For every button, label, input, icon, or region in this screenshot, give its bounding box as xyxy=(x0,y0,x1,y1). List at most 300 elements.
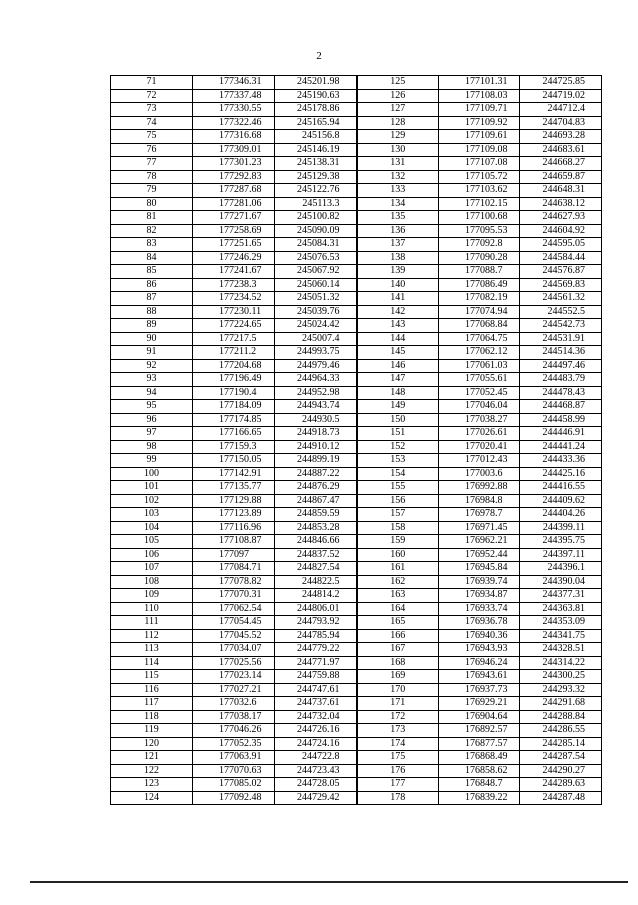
x-coordinate-cell: 176939.74 xyxy=(439,575,520,589)
x-coordinate-cell: 177046.04 xyxy=(439,400,520,414)
x-coordinate-cell: 177092.48 xyxy=(193,791,275,805)
y-coordinate-cell: 245051.32 xyxy=(275,292,357,306)
x-coordinate-cell: 177062.12 xyxy=(439,346,520,360)
y-coordinate-cell: 244719.02 xyxy=(520,89,602,103)
y-coordinate-cell: 244726.16 xyxy=(275,724,357,738)
x-coordinate-cell: 177204.68 xyxy=(193,359,275,373)
x-coordinate-cell: 177287.68 xyxy=(193,184,275,198)
y-coordinate-cell: 244287.54 xyxy=(520,751,602,765)
table-row xyxy=(111,778,602,792)
x-coordinate-cell: 176940.36 xyxy=(439,629,520,643)
point-number-cell: 155 xyxy=(357,481,439,495)
x-coordinate-cell: 177102.15 xyxy=(439,197,520,211)
point-number-cell: 84 xyxy=(111,251,193,265)
y-coordinate-cell: 244725.85 xyxy=(520,76,602,90)
point-number-cell: 127 xyxy=(357,103,439,117)
table-row xyxy=(111,575,602,589)
point-number-cell: 128 xyxy=(357,116,439,130)
x-coordinate-cell: 177330.55 xyxy=(193,103,275,117)
x-coordinate-cell: 177159.3 xyxy=(193,440,275,454)
y-coordinate-cell: 244425.16 xyxy=(520,467,602,481)
x-coordinate-cell: 177055.61 xyxy=(439,373,520,387)
x-coordinate-cell: 176848.7 xyxy=(439,778,520,792)
table-row xyxy=(111,629,602,643)
x-coordinate-cell: 177129.88 xyxy=(193,494,275,508)
point-number-cell: 122 xyxy=(111,764,193,778)
y-coordinate-cell: 244724.16 xyxy=(275,737,357,751)
y-coordinate-cell: 245190.63 xyxy=(275,89,357,103)
x-coordinate-cell: 176936.78 xyxy=(439,616,520,630)
y-coordinate-cell: 244584.44 xyxy=(520,251,602,265)
x-coordinate-cell: 177174.85 xyxy=(193,413,275,427)
y-coordinate-cell: 244285.14 xyxy=(520,737,602,751)
x-coordinate-cell: 177108.03 xyxy=(439,89,520,103)
point-number-cell: 75 xyxy=(111,130,193,144)
point-number-cell: 134 xyxy=(357,197,439,211)
x-coordinate-cell: 177241.67 xyxy=(193,265,275,279)
point-number-cell: 113 xyxy=(111,643,193,657)
x-coordinate-cell: 177190.4 xyxy=(193,386,275,400)
table-row xyxy=(111,157,602,171)
footer-rule xyxy=(30,881,628,883)
point-number-cell: 81 xyxy=(111,211,193,225)
point-number-cell: 101 xyxy=(111,481,193,495)
table-row xyxy=(111,737,602,751)
table-row xyxy=(111,359,602,373)
y-coordinate-cell: 244409.62 xyxy=(520,494,602,508)
x-coordinate-cell: 177346.31 xyxy=(193,76,275,90)
x-coordinate-cell: 177062.54 xyxy=(193,602,275,616)
point-number-cell: 72 xyxy=(111,89,193,103)
point-number-cell: 129 xyxy=(357,130,439,144)
table-row xyxy=(111,238,602,252)
x-coordinate-cell: 177109.71 xyxy=(439,103,520,117)
y-coordinate-cell: 245146.19 xyxy=(275,143,357,157)
x-coordinate-cell: 176877.57 xyxy=(439,737,520,751)
table-row xyxy=(111,116,602,130)
y-coordinate-cell: 244416.55 xyxy=(520,481,602,495)
y-coordinate-cell: 244497.46 xyxy=(520,359,602,373)
y-coordinate-cell: 244648.31 xyxy=(520,184,602,198)
x-coordinate-cell: 176934.87 xyxy=(439,589,520,603)
x-coordinate-cell: 177230.11 xyxy=(193,305,275,319)
x-coordinate-cell: 177135.77 xyxy=(193,481,275,495)
page-number: 2 xyxy=(316,50,322,62)
y-coordinate-cell: 244887.22 xyxy=(275,467,357,481)
y-coordinate-cell: 245178.86 xyxy=(275,103,357,117)
point-number-cell: 163 xyxy=(357,589,439,603)
point-number-cell: 177 xyxy=(357,778,439,792)
point-number-cell: 119 xyxy=(111,724,193,738)
y-coordinate-cell: 244552.5 xyxy=(520,305,602,319)
x-coordinate-cell: 176904.64 xyxy=(439,710,520,724)
x-coordinate-cell: 177100.68 xyxy=(439,211,520,225)
point-number-cell: 114 xyxy=(111,656,193,670)
x-coordinate-cell: 177211.2 xyxy=(193,346,275,360)
y-coordinate-cell: 244404.26 xyxy=(520,508,602,522)
x-coordinate-cell: 177116.96 xyxy=(193,521,275,535)
table-row xyxy=(111,670,602,684)
x-coordinate-cell: 177085.02 xyxy=(193,778,275,792)
table-row xyxy=(111,319,602,333)
point-number-cell: 171 xyxy=(357,697,439,711)
point-number-cell: 77 xyxy=(111,157,193,171)
point-number-cell: 154 xyxy=(357,467,439,481)
point-number-cell: 88 xyxy=(111,305,193,319)
x-coordinate-cell: 176937.73 xyxy=(439,683,520,697)
y-coordinate-cell: 244290.27 xyxy=(520,764,602,778)
table-row xyxy=(111,278,602,292)
point-number-cell: 166 xyxy=(357,629,439,643)
point-number-cell: 108 xyxy=(111,575,193,589)
x-coordinate-cell: 177101.31 xyxy=(439,76,520,90)
y-coordinate-cell: 244747.61 xyxy=(275,683,357,697)
y-coordinate-cell: 244291.68 xyxy=(520,697,602,711)
y-coordinate-cell: 244806.01 xyxy=(275,602,357,616)
y-coordinate-cell: 245090.09 xyxy=(275,224,357,238)
y-coordinate-cell: 244737.61 xyxy=(275,697,357,711)
y-coordinate-cell: 244604.92 xyxy=(520,224,602,238)
table-row xyxy=(111,373,602,387)
point-number-cell: 106 xyxy=(111,548,193,562)
x-coordinate-cell: 177070.31 xyxy=(193,589,275,603)
table-row xyxy=(111,697,602,711)
table-row xyxy=(111,224,602,238)
y-coordinate-cell: 245129.38 xyxy=(275,170,357,184)
x-coordinate-cell: 177054.45 xyxy=(193,616,275,630)
point-number-cell: 112 xyxy=(111,629,193,643)
coordinates-table-body xyxy=(111,76,602,805)
point-number-cell: 123 xyxy=(111,778,193,792)
y-coordinate-cell: 244759.88 xyxy=(275,670,357,684)
point-number-cell: 85 xyxy=(111,265,193,279)
point-number-cell: 90 xyxy=(111,332,193,346)
y-coordinate-cell: 244853.28 xyxy=(275,521,357,535)
point-number-cell: 82 xyxy=(111,224,193,238)
y-coordinate-cell: 245084.31 xyxy=(275,238,357,252)
point-number-cell: 161 xyxy=(357,562,439,576)
table-row xyxy=(111,292,602,306)
point-number-cell: 107 xyxy=(111,562,193,576)
point-number-cell: 93 xyxy=(111,373,193,387)
y-coordinate-cell: 244793.92 xyxy=(275,616,357,630)
x-coordinate-cell: 176971.45 xyxy=(439,521,520,535)
y-coordinate-cell: 244395.75 xyxy=(520,535,602,549)
x-coordinate-cell: 176868.49 xyxy=(439,751,520,765)
x-coordinate-cell: 177023.14 xyxy=(193,670,275,684)
point-number-cell: 76 xyxy=(111,143,193,157)
table-row xyxy=(111,710,602,724)
y-coordinate-cell: 244353.09 xyxy=(520,616,602,630)
x-coordinate-cell: 177292.83 xyxy=(193,170,275,184)
coordinates-table xyxy=(110,75,602,805)
y-coordinate-cell: 244943.74 xyxy=(275,400,357,414)
y-coordinate-cell: 244542.73 xyxy=(520,319,602,333)
x-coordinate-cell: 177196.49 xyxy=(193,373,275,387)
point-number-cell: 172 xyxy=(357,710,439,724)
table-row xyxy=(111,400,602,414)
y-coordinate-cell: 244814.2 xyxy=(275,589,357,603)
table-row xyxy=(111,265,602,279)
x-coordinate-cell: 177061.03 xyxy=(439,359,520,373)
point-number-cell: 137 xyxy=(357,238,439,252)
y-coordinate-cell: 245138.31 xyxy=(275,157,357,171)
point-number-cell: 133 xyxy=(357,184,439,198)
table-row xyxy=(111,589,602,603)
x-coordinate-cell: 177107.08 xyxy=(439,157,520,171)
point-number-cell: 74 xyxy=(111,116,193,130)
y-coordinate-cell: 244918.73 xyxy=(275,427,357,441)
y-coordinate-cell: 244595.05 xyxy=(520,238,602,252)
x-coordinate-cell: 177123.89 xyxy=(193,508,275,522)
y-coordinate-cell: 245024.42 xyxy=(275,319,357,333)
point-number-cell: 157 xyxy=(357,508,439,522)
x-coordinate-cell: 177003.6 xyxy=(439,467,520,481)
x-coordinate-cell: 177025.56 xyxy=(193,656,275,670)
x-coordinate-cell: 177068.84 xyxy=(439,319,520,333)
table-row xyxy=(111,467,602,481)
x-coordinate-cell: 177109.92 xyxy=(439,116,520,130)
point-number-cell: 105 xyxy=(111,535,193,549)
table-row xyxy=(111,427,602,441)
y-coordinate-cell: 244728.05 xyxy=(275,778,357,792)
point-number-cell: 151 xyxy=(357,427,439,441)
x-coordinate-cell: 177095.53 xyxy=(439,224,520,238)
table-row xyxy=(111,170,602,184)
x-coordinate-cell: 177012.43 xyxy=(439,454,520,468)
x-coordinate-cell: 177301.23 xyxy=(193,157,275,171)
point-number-cell: 168 xyxy=(357,656,439,670)
x-coordinate-cell: 177082.19 xyxy=(439,292,520,306)
x-coordinate-cell: 177246.29 xyxy=(193,251,275,265)
x-coordinate-cell: 177184.09 xyxy=(193,400,275,414)
point-number-cell: 132 xyxy=(357,170,439,184)
table-row xyxy=(111,346,602,360)
table-row xyxy=(111,764,602,778)
point-number-cell: 109 xyxy=(111,589,193,603)
point-number-cell: 103 xyxy=(111,508,193,522)
table-row xyxy=(111,494,602,508)
table-row xyxy=(111,481,602,495)
x-coordinate-cell: 177088.7 xyxy=(439,265,520,279)
point-number-cell: 135 xyxy=(357,211,439,225)
y-coordinate-cell: 244785.94 xyxy=(275,629,357,643)
y-coordinate-cell: 244846.66 xyxy=(275,535,357,549)
point-number-cell: 170 xyxy=(357,683,439,697)
y-coordinate-cell: 244286.55 xyxy=(520,724,602,738)
point-number-cell: 71 xyxy=(111,76,193,90)
point-number-cell: 102 xyxy=(111,494,193,508)
x-coordinate-cell: 177316.68 xyxy=(193,130,275,144)
x-coordinate-cell: 176933.74 xyxy=(439,602,520,616)
y-coordinate-cell: 245007.4 xyxy=(275,332,357,346)
x-coordinate-cell: 176839.22 xyxy=(439,791,520,805)
x-coordinate-cell: 176892.57 xyxy=(439,724,520,738)
x-coordinate-cell: 177084.71 xyxy=(193,562,275,576)
y-coordinate-cell: 244638.12 xyxy=(520,197,602,211)
y-coordinate-cell: 244377.31 xyxy=(520,589,602,603)
x-coordinate-cell: 177322.46 xyxy=(193,116,275,130)
x-coordinate-cell: 177097 xyxy=(193,548,275,562)
point-number-cell: 124 xyxy=(111,791,193,805)
y-coordinate-cell: 244441.24 xyxy=(520,440,602,454)
y-coordinate-cell: 245060.14 xyxy=(275,278,357,292)
y-coordinate-cell: 244899.19 xyxy=(275,454,357,468)
y-coordinate-cell: 244771.97 xyxy=(275,656,357,670)
table-row xyxy=(111,602,602,616)
point-number-cell: 149 xyxy=(357,400,439,414)
y-coordinate-cell: 244483.79 xyxy=(520,373,602,387)
table-row xyxy=(111,211,602,225)
x-coordinate-cell: 177063.91 xyxy=(193,751,275,765)
x-coordinate-cell: 177045.52 xyxy=(193,629,275,643)
x-coordinate-cell: 177238.3 xyxy=(193,278,275,292)
table-row xyxy=(111,548,602,562)
x-coordinate-cell: 177108.87 xyxy=(193,535,275,549)
point-number-cell: 176 xyxy=(357,764,439,778)
y-coordinate-cell: 244722.8 xyxy=(275,751,357,765)
point-number-cell: 92 xyxy=(111,359,193,373)
x-coordinate-cell: 177070.63 xyxy=(193,764,275,778)
y-coordinate-cell: 244531.91 xyxy=(520,332,602,346)
y-coordinate-cell: 244693.28 xyxy=(520,130,602,144)
point-number-cell: 125 xyxy=(357,76,439,90)
y-coordinate-cell: 244478.43 xyxy=(520,386,602,400)
y-coordinate-cell: 245201.98 xyxy=(275,76,357,90)
y-coordinate-cell: 244964.33 xyxy=(275,373,357,387)
y-coordinate-cell: 244952.98 xyxy=(275,386,357,400)
y-coordinate-cell: 244397.11 xyxy=(520,548,602,562)
point-number-cell: 139 xyxy=(357,265,439,279)
point-number-cell: 174 xyxy=(357,737,439,751)
y-coordinate-cell: 245165.94 xyxy=(275,116,357,130)
y-coordinate-cell: 244458.99 xyxy=(520,413,602,427)
y-coordinate-cell: 244446.91 xyxy=(520,427,602,441)
point-number-cell: 96 xyxy=(111,413,193,427)
point-number-cell: 147 xyxy=(357,373,439,387)
y-coordinate-cell: 244289.63 xyxy=(520,778,602,792)
y-coordinate-cell: 244627.93 xyxy=(520,211,602,225)
point-number-cell: 86 xyxy=(111,278,193,292)
x-coordinate-cell: 177086.49 xyxy=(439,278,520,292)
table-row xyxy=(111,791,602,805)
point-number-cell: 126 xyxy=(357,89,439,103)
x-coordinate-cell: 177103.62 xyxy=(439,184,520,198)
point-number-cell: 79 xyxy=(111,184,193,198)
x-coordinate-cell: 177109.08 xyxy=(439,143,520,157)
table-row xyxy=(111,440,602,454)
point-number-cell: 152 xyxy=(357,440,439,454)
table-row xyxy=(111,197,602,211)
point-number-cell: 178 xyxy=(357,791,439,805)
table-row xyxy=(111,562,602,576)
x-coordinate-cell: 177032.6 xyxy=(193,697,275,711)
y-coordinate-cell: 244910.12 xyxy=(275,440,357,454)
x-coordinate-cell: 177224.65 xyxy=(193,319,275,333)
point-number-cell: 160 xyxy=(357,548,439,562)
y-coordinate-cell: 245122.76 xyxy=(275,184,357,198)
point-number-cell: 95 xyxy=(111,400,193,414)
table-row xyxy=(111,184,602,198)
point-number-cell: 136 xyxy=(357,224,439,238)
table-row xyxy=(111,413,602,427)
y-coordinate-cell: 245113.3 xyxy=(275,197,357,211)
x-coordinate-cell: 177258.69 xyxy=(193,224,275,238)
y-coordinate-cell: 244867.47 xyxy=(275,494,357,508)
x-coordinate-cell: 176945.84 xyxy=(439,562,520,576)
y-coordinate-cell: 244468.87 xyxy=(520,400,602,414)
point-number-cell: 117 xyxy=(111,697,193,711)
point-number-cell: 78 xyxy=(111,170,193,184)
x-coordinate-cell: 176992.88 xyxy=(439,481,520,495)
x-coordinate-cell: 177034.07 xyxy=(193,643,275,657)
x-coordinate-cell: 177078.82 xyxy=(193,575,275,589)
table-row xyxy=(111,508,602,522)
point-number-cell: 169 xyxy=(357,670,439,684)
y-coordinate-cell: 244979.46 xyxy=(275,359,357,373)
y-coordinate-cell: 244704.83 xyxy=(520,116,602,130)
y-coordinate-cell: 244396.1 xyxy=(520,562,602,576)
point-number-cell: 91 xyxy=(111,346,193,360)
table-row xyxy=(111,103,602,117)
y-coordinate-cell: 244363.81 xyxy=(520,602,602,616)
point-number-cell: 143 xyxy=(357,319,439,333)
y-coordinate-cell: 244288.84 xyxy=(520,710,602,724)
y-coordinate-cell: 245039.76 xyxy=(275,305,357,319)
table-row xyxy=(111,130,602,144)
point-number-cell: 104 xyxy=(111,521,193,535)
y-coordinate-cell: 244712.4 xyxy=(520,103,602,117)
point-number-cell: 89 xyxy=(111,319,193,333)
point-number-cell: 118 xyxy=(111,710,193,724)
table-row xyxy=(111,683,602,697)
point-number-cell: 131 xyxy=(357,157,439,171)
table-row xyxy=(111,535,602,549)
point-number-cell: 159 xyxy=(357,535,439,549)
y-coordinate-cell: 244314.22 xyxy=(520,656,602,670)
x-coordinate-cell: 177142.91 xyxy=(193,467,275,481)
y-coordinate-cell: 244859.59 xyxy=(275,508,357,522)
y-coordinate-cell: 244876.29 xyxy=(275,481,357,495)
point-number-cell: 150 xyxy=(357,413,439,427)
y-coordinate-cell: 244779.22 xyxy=(275,643,357,657)
y-coordinate-cell: 244993.75 xyxy=(275,346,357,360)
y-coordinate-cell: 244827.54 xyxy=(275,562,357,576)
x-coordinate-cell: 176943.61 xyxy=(439,670,520,684)
x-coordinate-cell: 177309.01 xyxy=(193,143,275,157)
point-number-cell: 115 xyxy=(111,670,193,684)
point-number-cell: 140 xyxy=(357,278,439,292)
point-number-cell: 175 xyxy=(357,751,439,765)
y-coordinate-cell: 244683.61 xyxy=(520,143,602,157)
table-row xyxy=(111,521,602,535)
x-coordinate-cell: 177020.41 xyxy=(439,440,520,454)
x-coordinate-cell: 177026.61 xyxy=(439,427,520,441)
y-coordinate-cell: 244822.5 xyxy=(275,575,357,589)
point-number-cell: 99 xyxy=(111,454,193,468)
x-coordinate-cell: 176952.44 xyxy=(439,548,520,562)
x-coordinate-cell: 177271.67 xyxy=(193,211,275,225)
point-number-cell: 148 xyxy=(357,386,439,400)
y-coordinate-cell: 244390.04 xyxy=(520,575,602,589)
table-row xyxy=(111,305,602,319)
y-coordinate-cell: 244293.32 xyxy=(520,683,602,697)
x-coordinate-cell: 177074.94 xyxy=(439,305,520,319)
point-number-cell: 83 xyxy=(111,238,193,252)
point-number-cell: 162 xyxy=(357,575,439,589)
point-number-cell: 116 xyxy=(111,683,193,697)
x-coordinate-cell: 177251.65 xyxy=(193,238,275,252)
